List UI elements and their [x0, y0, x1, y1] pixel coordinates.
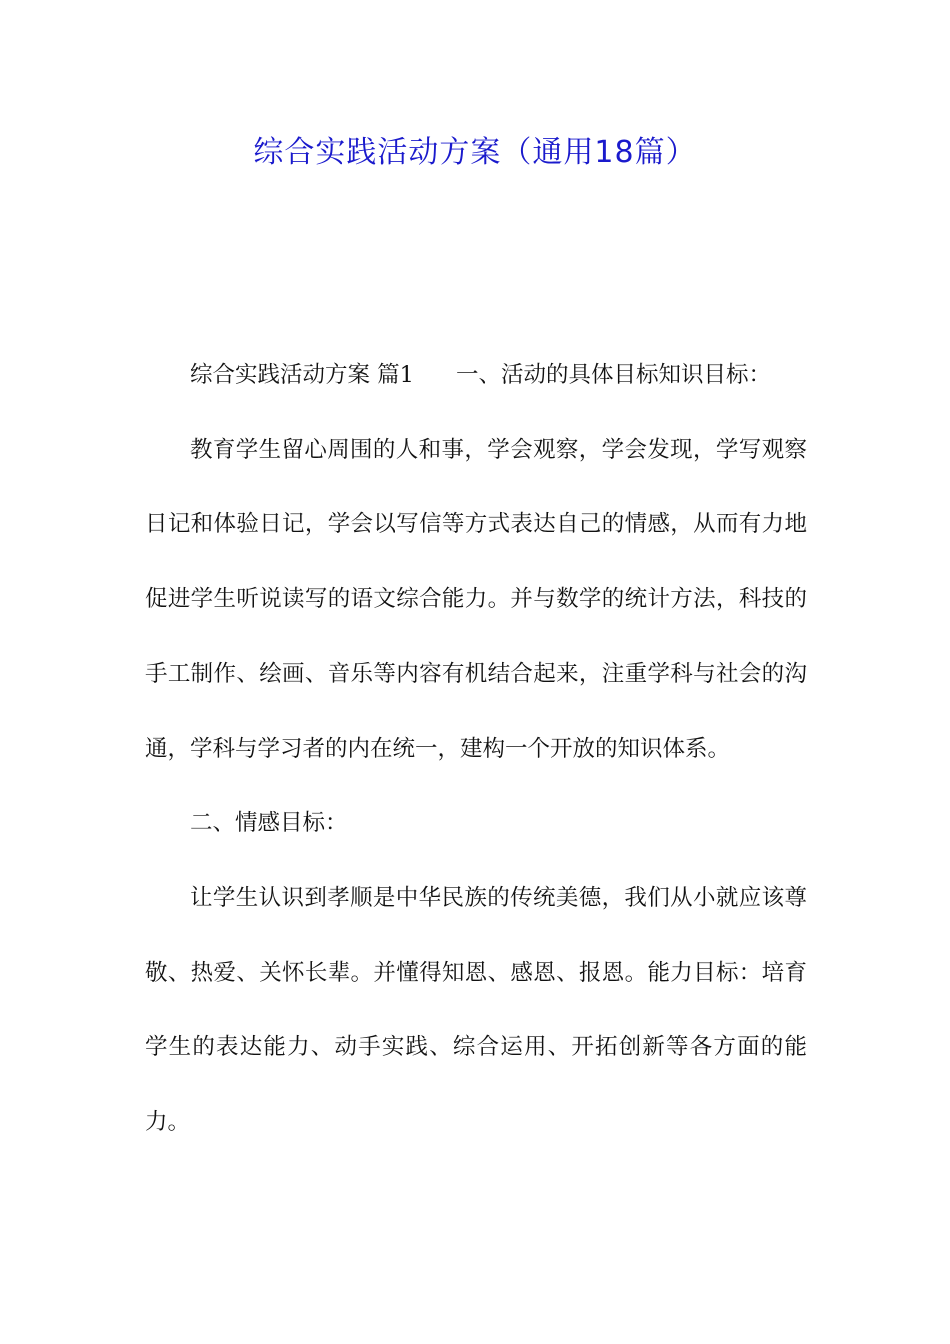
document-title: 综合实践活动方案（通用18篇）: [253, 135, 697, 170]
paragraph-1: [145, 338, 807, 413]
document-body: [145, 338, 807, 1160]
paragraph-4: 让学生认识到孝顺是中华民族的传统美德，我们从小就应该尊敬、热爱、关怀长辈。并懂得知恩、感恩、报恩。能力目标：培育学生的表达能力、动手实践、综合运用、开拓创新等各方面的能力。: [145, 884, 807, 1136]
paragraph-2: 教育学生留心周围的人和事，学会观察，学会发现，学写观察日记和体验日记，学会以写信等方式表达自己的情感，从而有力地促进学生听说读写的语文综合能力。并与数学的统计方法，科技的手工制作、绘画、音乐等内容有机结合起来，注重学科与社会的沟通，学科与学习者的内在统一，建构一个开放的知识体系。: [145, 436, 807, 762]
paragraph-1-text: 一、活动的具体目标知识目标：: [455, 362, 771, 388]
paragraph-3: 二、情感目标：: [190, 810, 348, 837]
section-heading: 综合实践活动方案 篇1: [190, 362, 414, 388]
